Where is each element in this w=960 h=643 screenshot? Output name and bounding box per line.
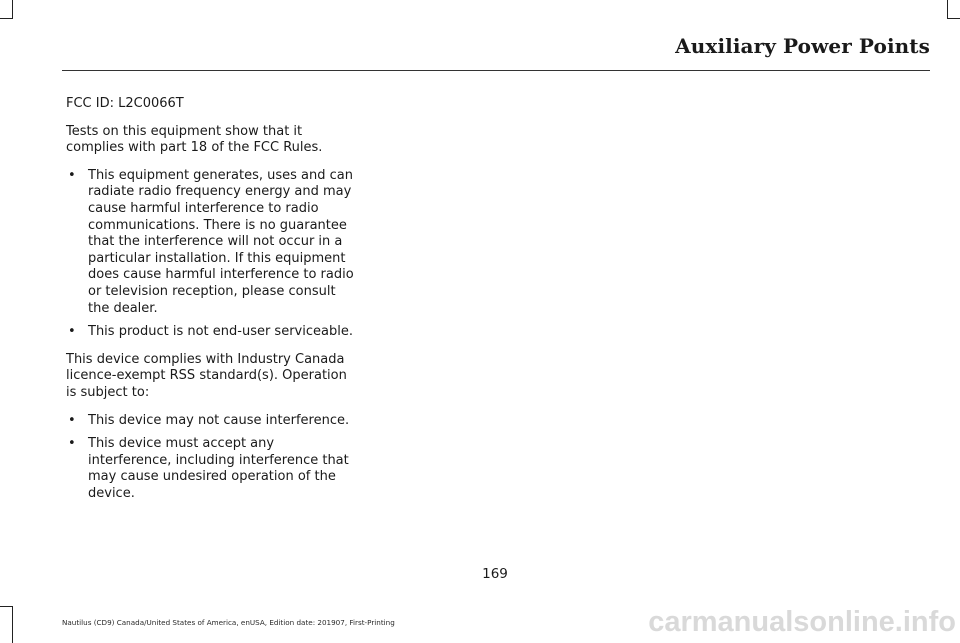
bullet-text: This device must accept any interference, including interference that may cause undesired operation of the device. [88, 436, 349, 501]
bullet-text: This equipment generates, uses and can radiate radio frequency energy and may cause harmful interference to radio communications. There is no guarantee that the interference will not occur in a particular installation. If this equipment does cause harmful interference to radio or television reception, please consult the dealer. [88, 167, 354, 316]
page-title: Auxiliary Power Points [675, 34, 930, 58]
edition-footer: Nautilus (CD9) Canada/United States of America, enUSA, Edition date: 201907, First-Printing [62, 618, 395, 627]
bullet-glyph: • [68, 412, 76, 428]
fcc-id: FCC ID: L2C0066T [66, 96, 184, 111]
bullet-glyph: • [68, 436, 76, 452]
bullet-text: This product is not end-user serviceable. [88, 324, 353, 340]
page-number: 169 [482, 566, 508, 582]
crop-mark-bottom-left-vertical [12, 606, 13, 643]
header-divider [62, 70, 930, 71]
bullet-text: This device may not cause interference. [88, 412, 350, 428]
bullet-glyph: • [68, 167, 76, 183]
fcc-intro-paragraph: Tests on this equipment show that it complies with part 18 of the FCC Rules. [66, 123, 323, 156]
bullet-glyph: • [68, 324, 76, 340]
list-item [66, 168, 356, 317]
crop-mark-bottom-left-horizontal [0, 606, 13, 607]
list-item [66, 324, 356, 341]
watermark-logo[interactable]: carmanualsonline.info [648, 606, 956, 638]
crop-mark-top-left-vertical [12, 0, 13, 18]
list-item [66, 413, 356, 430]
list-item [66, 436, 356, 502]
crop-mark-top-left-horizontal [0, 18, 13, 19]
crop-mark-top-right-vertical [947, 0, 948, 18]
canada-intro-paragraph: This device complies with Industry Canada licence-exempt RSS standard(s). Operation is subject to: [66, 351, 347, 400]
content-column [66, 96, 356, 509]
crop-mark-top-right-horizontal [947, 18, 960, 19]
